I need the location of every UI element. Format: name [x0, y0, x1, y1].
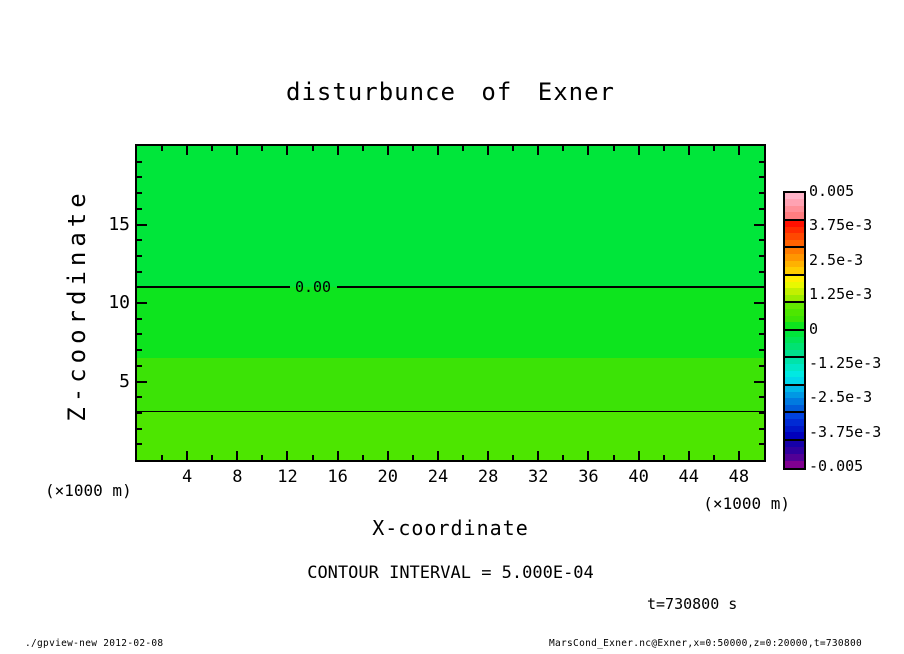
y-tick	[137, 302, 147, 304]
y-tick	[137, 428, 142, 430]
x-tick	[186, 146, 188, 155]
x-tick	[211, 146, 213, 151]
x-tick	[587, 146, 589, 155]
x-tick	[462, 455, 464, 460]
y-tick-label: 10	[108, 292, 130, 313]
x-tick	[613, 455, 615, 460]
x-tick	[412, 455, 414, 460]
y-tick	[759, 443, 764, 445]
x-tick-label: 20	[377, 467, 399, 487]
y-tick	[759, 365, 764, 367]
y-tick	[759, 161, 764, 163]
y-tick-label: 5	[119, 370, 130, 392]
colorbar-strip	[785, 454, 804, 461]
x-tick	[512, 146, 514, 151]
colorbar-segment	[785, 248, 804, 276]
colorbar-segment	[785, 221, 804, 249]
colorbar-strip	[785, 377, 804, 383]
x-tick	[638, 451, 640, 460]
colorbar-strip	[785, 267, 804, 273]
colorbar-tick-label: 0	[809, 319, 819, 338]
colorbar-strip	[785, 441, 804, 448]
colorbar-segment	[785, 358, 804, 386]
colorbar-strip	[785, 350, 804, 356]
colorbar-strip	[785, 295, 804, 301]
y-tick	[759, 396, 764, 398]
x-tick-label: 4	[182, 467, 193, 487]
y-tick	[759, 349, 764, 351]
x-tick-label: 28	[477, 467, 499, 487]
zero-contour-line	[137, 286, 290, 288]
x-tick	[337, 146, 339, 155]
y-tick	[759, 318, 764, 320]
x-tick	[713, 146, 715, 151]
y-tick	[137, 208, 142, 210]
colorbar-segment	[785, 331, 804, 359]
y-tick	[759, 208, 764, 210]
y-tick	[759, 286, 764, 288]
x-tick	[587, 451, 589, 460]
colorbar-segment	[785, 441, 804, 469]
x-tick	[186, 451, 188, 460]
y-tick	[137, 271, 142, 273]
y-tick	[137, 333, 142, 335]
x-tick-label: 16	[327, 467, 348, 487]
y-tick	[754, 302, 764, 304]
x-tick	[562, 455, 564, 460]
x-tick	[337, 451, 339, 460]
y-axis-unit-label: (×1000 m)	[45, 481, 132, 500]
x-tick	[537, 451, 539, 460]
x-tick	[437, 146, 439, 155]
footer-command-date: ./gpview-new 2012-02-08	[25, 638, 164, 649]
y-tick	[137, 286, 142, 288]
y-tick	[137, 412, 142, 414]
x-tick	[738, 146, 740, 155]
x-tick	[286, 451, 288, 460]
y-tick	[137, 192, 142, 194]
colorbar-tick-label: 0.005	[809, 182, 855, 200]
x-tick	[638, 146, 640, 155]
x-axis-label: X-coordinate	[372, 516, 529, 540]
colorbar-strip	[785, 461, 804, 468]
x-tick	[663, 146, 665, 151]
x-tick	[688, 146, 690, 155]
plot-title: disturbunce of Exner	[286, 78, 615, 106]
x-tick	[613, 146, 615, 151]
colorbar-strip	[785, 322, 804, 328]
y-tick	[759, 239, 764, 241]
y-tick	[759, 333, 764, 335]
x-tick	[286, 146, 288, 155]
x-tick	[312, 455, 314, 460]
x-tick	[738, 451, 740, 460]
colorbar-segment	[785, 303, 804, 331]
y-tick	[759, 428, 764, 430]
x-tick	[562, 146, 564, 151]
x-tick	[688, 451, 690, 460]
colorbar-strip	[785, 447, 804, 454]
colorbar-tick-label: -1.25e-3	[809, 353, 882, 372]
contour-band	[137, 358, 764, 411]
x-tick-label: 48	[728, 467, 750, 487]
colorbar-tick-label: -3.75e-3	[809, 422, 882, 441]
x-tick	[713, 455, 715, 460]
y-tick	[137, 396, 142, 398]
y-tick	[137, 381, 147, 383]
x-tick-label: 36	[578, 467, 599, 487]
y-tick	[137, 176, 142, 178]
y-tick	[137, 349, 142, 351]
time-annotation: t=730800 s	[647, 595, 738, 613]
x-tick	[437, 451, 439, 460]
x-tick	[261, 455, 263, 460]
colorbar-tick-label: 2.5e-3	[809, 250, 864, 269]
colorbar-segment	[785, 386, 804, 414]
y-axis-label: Z-coordinate	[63, 188, 91, 422]
x-axis-unit-label: (×1000 m)	[703, 494, 790, 513]
x-tick	[462, 146, 464, 151]
x-tick-label: 12	[277, 467, 298, 487]
y-tick-label: 15	[108, 213, 130, 235]
x-tick	[387, 451, 389, 460]
colorbar-tick-label: 1.25e-3	[809, 285, 873, 304]
colorbar-segment	[785, 276, 804, 304]
colorbar-strip	[785, 240, 804, 246]
y-tick	[137, 443, 142, 445]
x-tick	[387, 146, 389, 155]
colorbar-strip	[785, 212, 804, 218]
y-tick	[759, 255, 764, 257]
colorbar	[783, 191, 806, 470]
x-tick-label: 32	[528, 467, 549, 487]
y-tick	[137, 161, 142, 163]
x-tick	[663, 455, 665, 460]
y-tick	[137, 239, 142, 241]
y-tick	[137, 255, 142, 257]
x-tick	[236, 451, 238, 460]
x-tick	[362, 455, 364, 460]
y-tick	[759, 412, 764, 414]
colorbar-tick-label: -2.5e-3	[809, 388, 873, 407]
x-tick	[487, 451, 489, 460]
colorbar-segment	[785, 413, 804, 441]
x-tick	[211, 455, 213, 460]
colorbar-segment	[785, 193, 804, 221]
y-tick	[754, 224, 764, 226]
colorbar-strip	[785, 405, 804, 411]
colorbar-tick-label: 3.75e-3	[809, 216, 873, 235]
y-tick	[137, 224, 147, 226]
contour-line-label: 0.00	[294, 278, 332, 297]
x-tick	[362, 146, 364, 151]
x-tick	[512, 455, 514, 460]
x-tick	[161, 146, 163, 151]
contour-band	[137, 411, 764, 460]
x-tick	[487, 146, 489, 155]
contour-band	[137, 146, 764, 287]
contour-line	[137, 411, 764, 412]
x-tick	[412, 146, 414, 151]
colorbar-tick-label: -0.005	[809, 457, 864, 475]
x-tick	[161, 455, 163, 460]
colorbar-strip	[785, 432, 804, 438]
contour-interval-note: CONTOUR INTERVAL = 5.000E-04	[307, 563, 594, 583]
y-tick	[137, 318, 142, 320]
x-tick-label: 40	[628, 467, 649, 487]
x-tick	[312, 146, 314, 151]
y-tick	[754, 381, 764, 383]
x-tick	[537, 146, 539, 155]
x-tick	[261, 146, 263, 151]
contour-band	[137, 287, 764, 358]
x-tick	[236, 146, 238, 155]
x-tick-label: 44	[678, 467, 699, 487]
zero-contour-line	[337, 286, 764, 288]
y-tick	[137, 365, 142, 367]
x-tick-label: 8	[232, 467, 243, 487]
x-tick-label: 24	[427, 467, 449, 487]
y-tick	[759, 271, 764, 273]
plot-area	[135, 144, 766, 462]
footer-dataset-info: MarsCond_Exner.nc@Exner,x=0:50000,z=0:20000,t=730800	[548, 638, 862, 649]
y-tick	[759, 192, 764, 194]
y-tick	[759, 176, 764, 178]
